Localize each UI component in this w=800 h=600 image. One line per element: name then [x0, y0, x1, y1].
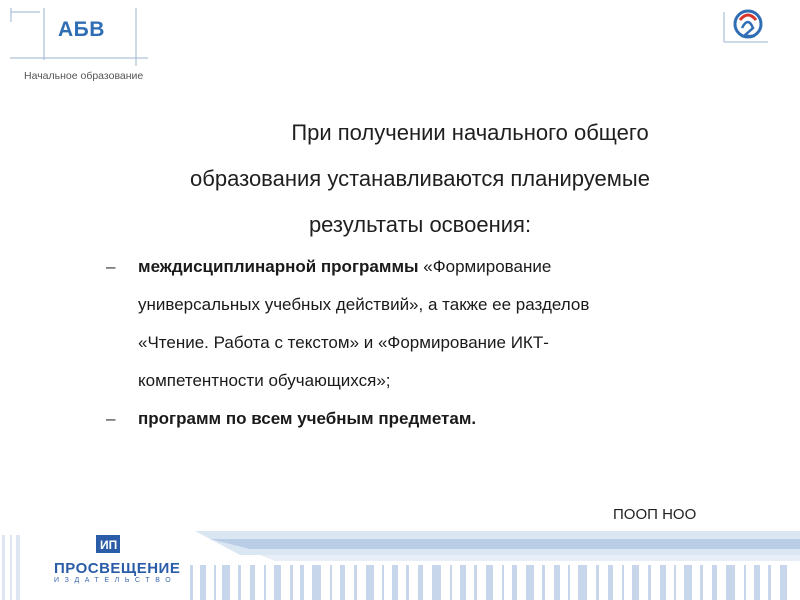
bullet-2-bold: программ по всем учебным предметам.: [138, 409, 477, 428]
bullet-marker: –: [106, 409, 116, 428]
header-subtitle: Начальное образование: [24, 70, 144, 82]
title-line-1: При получении начального общего: [291, 120, 649, 145]
title-line-3: результаты освоения:: [308, 212, 532, 237]
bullet-1-line-3: «Чтение. Работа с текстом» и «Формирование ИКТ-: [138, 333, 549, 352]
circle-ribbon-emblem-icon: [722, 6, 770, 46]
publisher-sub: ИЗДАТЕЛЬСТВО: [54, 577, 177, 584]
title-line-2: образования устанавливаются планируемые: [190, 166, 650, 191]
abv-logo: [58, 18, 105, 42]
publisher-name: ПРОСВЕЩЕНИЕ: [54, 560, 181, 577]
footer-code: ПООП НОО: [613, 506, 697, 523]
bullet-marker: –: [106, 257, 116, 276]
bullet-list: [100, 248, 740, 438]
bullet-1-line-2: универсальных учебных действий», а также ее разделов: [138, 295, 590, 314]
abv-logo-text: АБВ: [58, 18, 105, 41]
slide-title: [100, 110, 740, 248]
bullet-1-line-4: компетентности обучающихся»;: [138, 371, 391, 390]
bullet-1-bold: междисциплинарной программы: [138, 257, 419, 276]
bullet-item-2: [100, 400, 740, 438]
bullet-item-1: [100, 248, 740, 400]
bullet-1-line-1: «Формирование: [418, 257, 552, 276]
svg-text:ИП: ИП: [100, 538, 118, 552]
